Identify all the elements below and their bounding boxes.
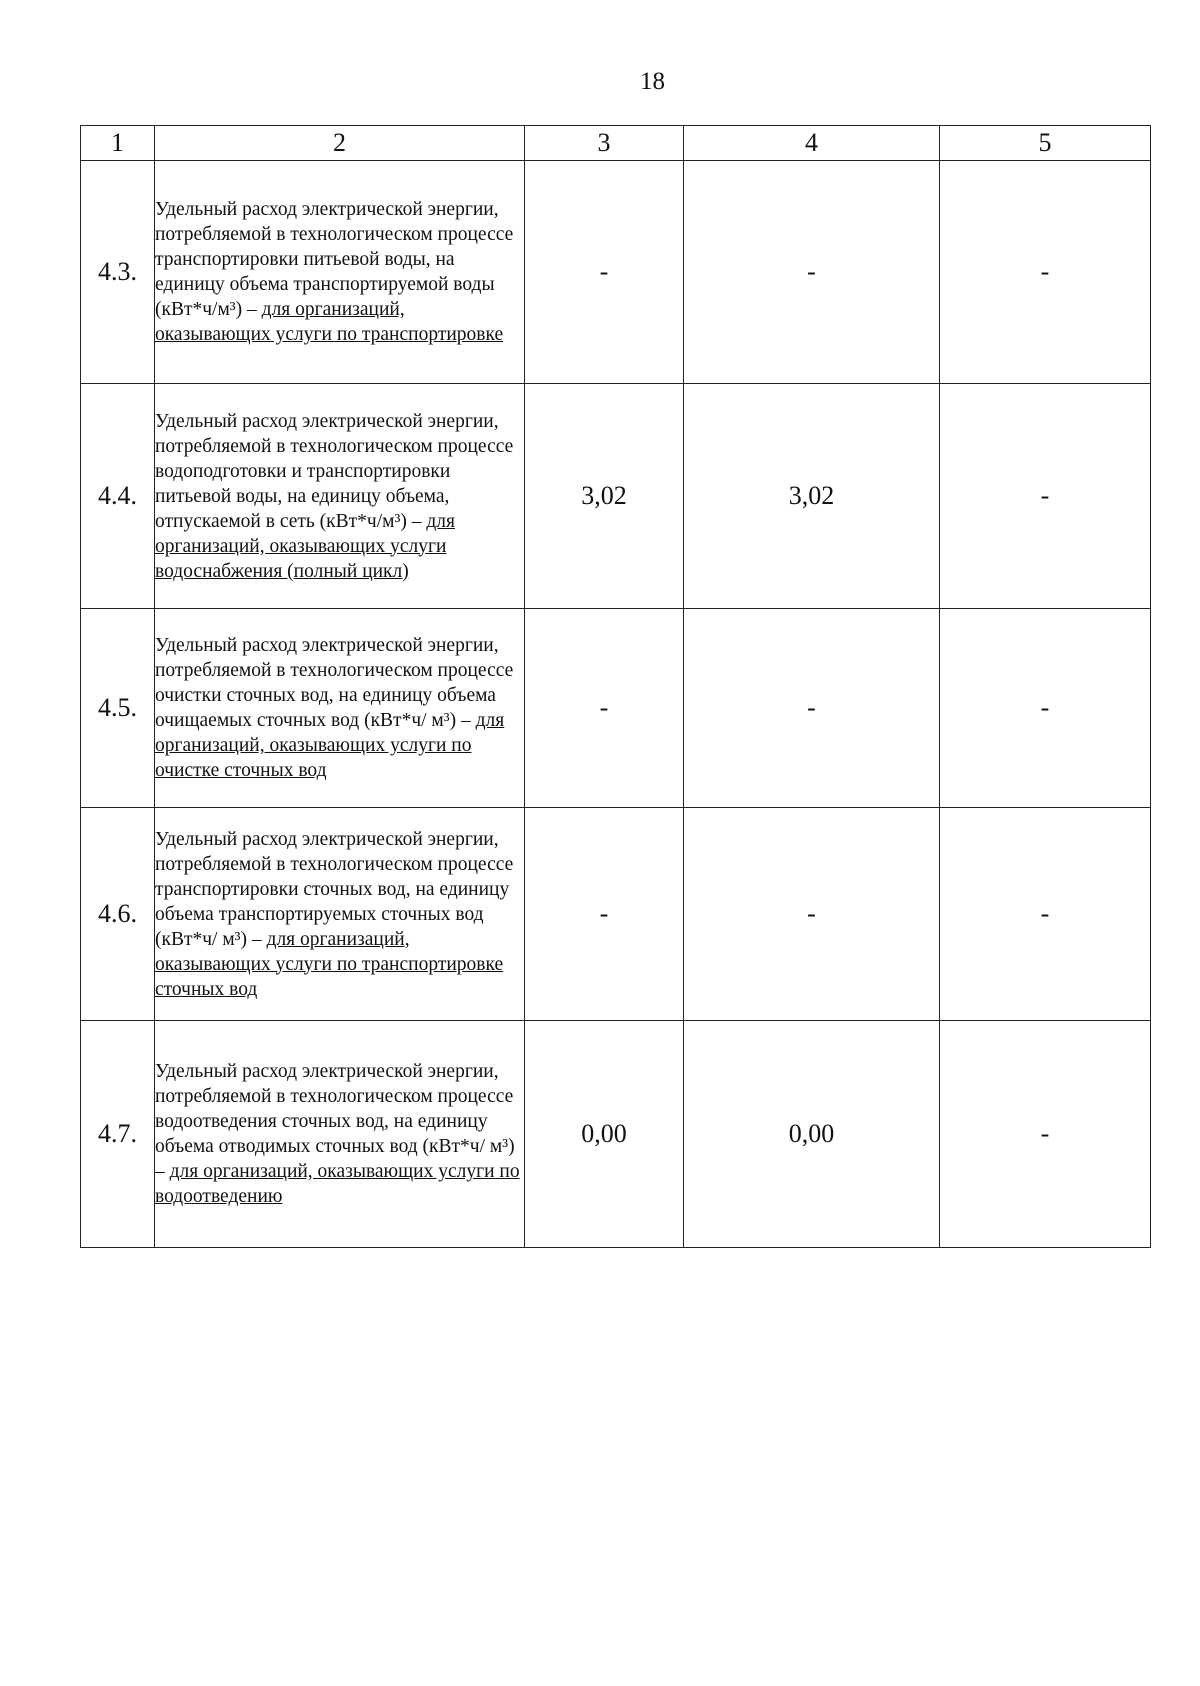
value-col-5: -: [940, 384, 1151, 609]
indicator-description: [155, 1021, 525, 1248]
table-row: [81, 384, 1151, 609]
indicator-text: Удельный расход электрической энергии, потребляемой в технологическом процессе очистки сточных вод, на единицу объема очищаемых сточных вод (кВт*ч/ м³) –: [155, 635, 514, 731]
header-cell-5: 5: [940, 126, 1151, 161]
indicators-table: [80, 125, 1151, 1248]
indicator-note: для организаций, оказывающих услуги по водоотведению: [155, 1161, 520, 1207]
header-cell-2: 2: [155, 126, 525, 161]
indicator-note: для организаций, оказывающих услуги по транспортировке сточных вод: [155, 928, 504, 1000]
value-col-4: 3,02: [684, 384, 940, 609]
indicator-text: Удельный расход электрической энергии, потребляемой в технологическом процессе транспортировки питьевой воды, на единицу объема транспортируемой воды (кВт*ч/м³) –: [155, 199, 514, 320]
value-col-4: -: [684, 161, 940, 384]
row-number: 4.6.: [81, 808, 155, 1021]
value-col-3: -: [525, 609, 684, 808]
value-col-5: -: [940, 161, 1151, 384]
value-col-3: -: [525, 161, 684, 384]
indicator-note: для организаций, оказывающих услуги по транспортировке: [155, 299, 504, 345]
indicator-description: [155, 161, 525, 384]
indicator-note: для организаций, оказывающих услуги по очистке сточных вод: [155, 710, 505, 781]
indicator-text: Удельный расход электрической энергии, потребляемой в технологическом процессе водоподготовки и транспортировки питьевой воды, на единицу объема, отпускаемой в сеть (кВт*ч/м³) –: [155, 410, 514, 532]
value-col-4: -: [684, 609, 940, 808]
row-number: 4.3.: [81, 161, 155, 384]
header-cell-1: 1: [81, 126, 155, 161]
indicator-text: Удельный расход электрической энергии, потребляемой в технологическом процессе транспортировки сточных вод, на единицу объема транспортируемых сточных вод (кВт*ч/ м³) –: [155, 828, 514, 950]
table-row: [81, 609, 1151, 808]
row-number: 4.7.: [81, 1021, 155, 1248]
value-col-5: -: [940, 808, 1151, 1021]
value-col-4: -: [684, 808, 940, 1021]
table-row: [81, 161, 1151, 384]
indicator-description: [155, 808, 525, 1021]
value-col-4: 0,00: [684, 1021, 940, 1248]
table-header-row: [81, 126, 1151, 161]
header-cell-4: 4: [684, 126, 940, 161]
header-cell-3: 3: [525, 126, 684, 161]
indicator-text: Удельный расход электрической энергии, потребляемой в технологическом процессе водоотведения сточных вод, на единицу объема отводимых сточных вод (кВт*ч/ м³) –: [155, 1061, 515, 1182]
row-number: 4.5.: [81, 609, 155, 808]
row-number: 4.4.: [81, 384, 155, 609]
value-col-3: 3,02: [525, 384, 684, 609]
value-col-5: -: [940, 609, 1151, 808]
value-col-3: 0,00: [525, 1021, 684, 1248]
indicator-note: для организаций, оказывающих услуги водоснабжения (полный цикл): [155, 510, 455, 582]
table-row: [81, 1021, 1151, 1248]
page-number: 18: [640, 68, 665, 95]
value-col-3: -: [525, 808, 684, 1021]
indicator-description: [155, 384, 525, 609]
indicator-description: [155, 609, 525, 808]
value-col-5: -: [940, 1021, 1151, 1248]
table-row: [81, 808, 1151, 1021]
